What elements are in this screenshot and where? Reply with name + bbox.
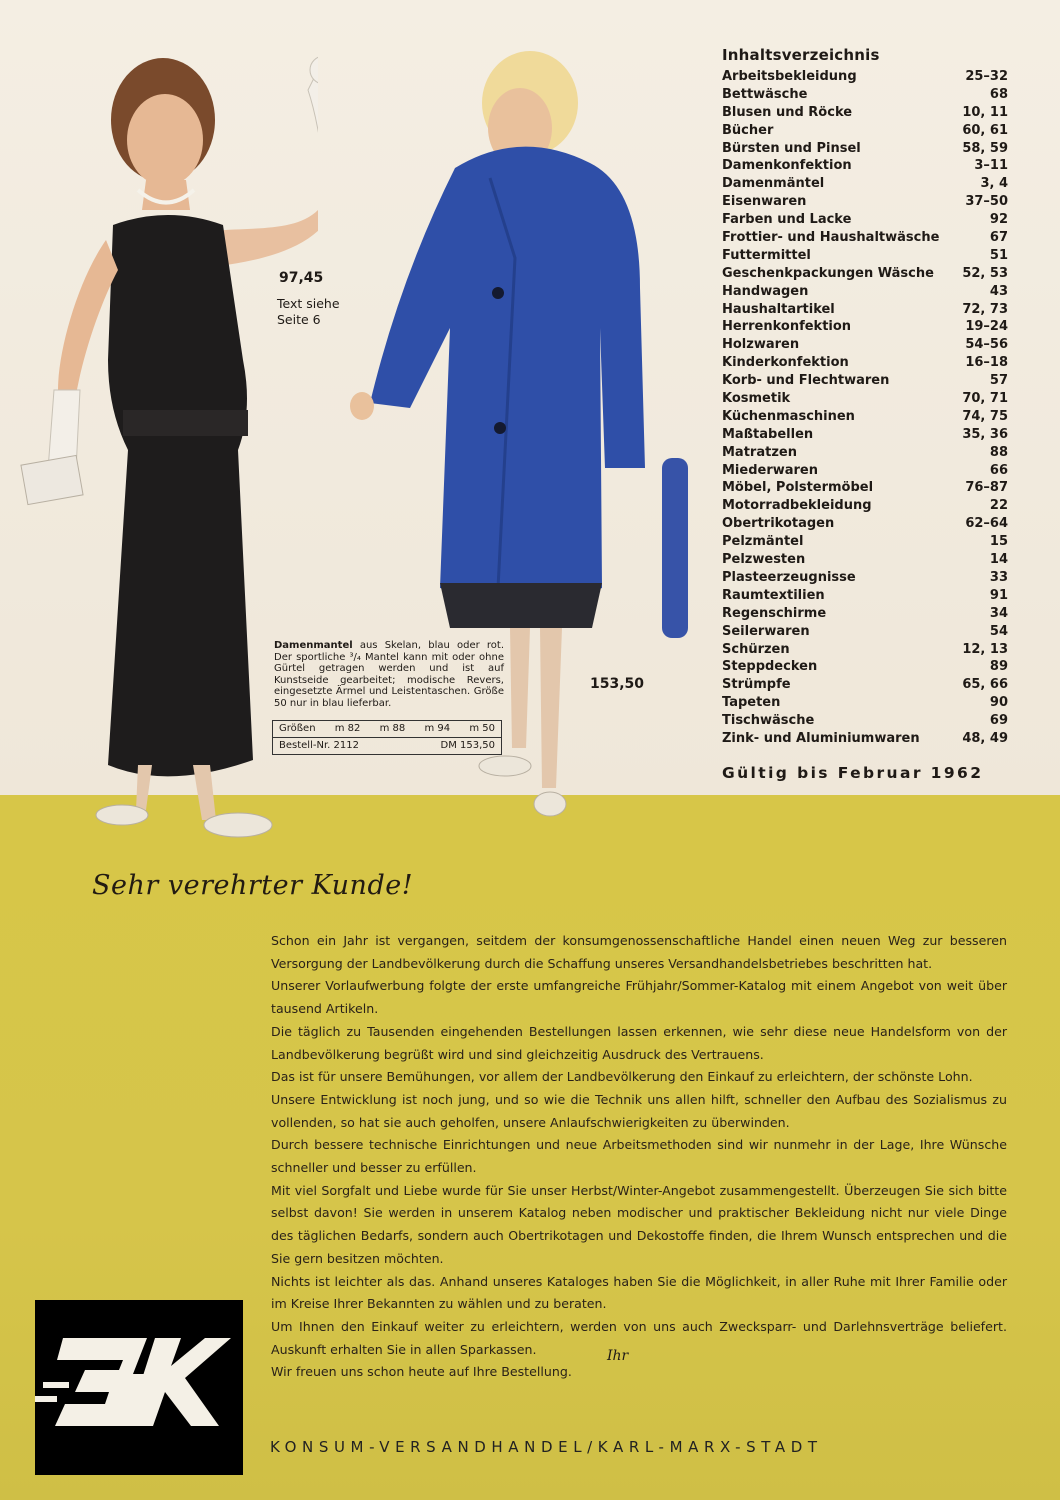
- table-of-contents: [722, 46, 1008, 748]
- toc-row: [722, 390, 1008, 408]
- toc-row: [722, 641, 1008, 659]
- letter-paragraph: Wir freuen uns schon heute auf Ihre Bestellung.: [271, 1364, 572, 1380]
- toc-row: [722, 533, 1008, 551]
- toc-label: Bücher: [722, 122, 774, 138]
- toc-label: Haushaltartikel: [722, 301, 835, 317]
- toc-pages: 3–11: [974, 158, 1008, 174]
- toc-label: Küchenmaschinen: [722, 408, 855, 424]
- toc-pages: 43: [989, 283, 1008, 299]
- toc-list: [722, 68, 1008, 748]
- toc-label: Frottier- und Haushaltwäsche: [722, 230, 940, 246]
- toc-pages: 89: [989, 659, 1008, 675]
- letter-paragraph: Das ist für unsere Bemühungen, vor allem der Landbevölkerung den Einkauf zu erleichtern, der schönste Lohn.: [271, 1069, 973, 1085]
- toc-label: Motorradbekleidung: [722, 498, 872, 514]
- letter-paragraph: Durch bessere technische Einrichtungen und neue Arbeitsmethoden sind wir nunmehr in der Lage, Ihre Wünsche schneller und besser zu erfüllen.: [271, 1137, 1007, 1176]
- toc-row: [722, 86, 1008, 104]
- letter-salutation: Sehr verehrter Kunde!: [92, 870, 414, 901]
- letter-paragraph: Schon ein Jahr ist vergangen, seitdem der konsumgenossenschaftliche Handel einen neuen Weg zur besseren Versorgung der Landbevölkerung durch die Schaffung unseres Versandhandelsbetriebes beschritten hat.: [271, 933, 1007, 971]
- toc-pages: 92: [989, 212, 1008, 228]
- coat-price: 153,50: [590, 676, 645, 692]
- toc-label: Kinderkonfektion: [722, 355, 849, 371]
- toc-label: Steppdecken: [722, 659, 818, 675]
- toc-row: [722, 408, 1008, 426]
- letter-paragraph: Nichts ist leichter als das. Anhand unseres Kataloges haben Sie die Möglichkeit, in aller Ruhe mit Ihrer Familie oder im Kreise Ihrer Bekannten zu wählen und zu beraten.: [271, 1273, 1007, 1312]
- dress-note-line2: Seite 6: [277, 312, 321, 327]
- order-row: [273, 737, 501, 754]
- letter-paragraph: Die täglich zu Tausenden eingehenden Bestellungen lassen erkennen, wie sehr diese neue Handelsform von der Landbevölkerung begrüßt wird und sind gleichzeitig Ausdruck des Vertrauens.: [271, 1023, 1007, 1062]
- toc-label: Damenkonfektion: [722, 158, 852, 174]
- toc-pages: 33: [989, 569, 1008, 585]
- toc-row: [722, 462, 1008, 480]
- toc-pages: 58, 59: [962, 140, 1008, 156]
- toc-pages: 70, 71: [962, 391, 1008, 407]
- letter-body: [271, 930, 1007, 1384]
- toc-pages: 35, 36: [962, 426, 1008, 442]
- toc-pages: 25–32: [965, 69, 1008, 84]
- toc-row: [722, 247, 1008, 265]
- toc-label: Tischwäsche: [722, 713, 815, 729]
- toc-pages: 91: [989, 587, 1008, 603]
- toc-label: Pelzmäntel: [722, 534, 804, 550]
- toc-row: [722, 497, 1008, 515]
- toc-pages: 88: [989, 444, 1008, 460]
- toc-pages: 62–64: [965, 516, 1008, 532]
- toc-pages: 51: [989, 247, 1008, 263]
- toc-label: Damenmäntel: [722, 176, 825, 192]
- size-value: m 82: [334, 723, 361, 734]
- toc-label: Zink- und Aluminiumwaren: [722, 730, 920, 746]
- toc-row: [722, 122, 1008, 140]
- toc-row: [722, 587, 1008, 605]
- toc-title: Inhaltsverzeichnis: [722, 46, 880, 64]
- toc-pages: 34: [989, 605, 1008, 621]
- toc-pages: 15: [989, 534, 1008, 550]
- toc-row: [722, 426, 1008, 444]
- coat-size-table: [272, 720, 502, 755]
- sizes-label: Größen: [279, 723, 316, 734]
- dress-note: [277, 296, 340, 328]
- toc-pages: 19–24: [965, 319, 1008, 335]
- coat-description-title: Damenmantel: [274, 640, 353, 651]
- letter-paragraph: Unsere Entwicklung ist noch jung, und so wie die Technik uns allen hilft, schneller den Aufbau des Sozialismus zu vollenden, so hat sie auch geholfen, unsere Anlaufschwierigkeiten zu überwinden.: [271, 1091, 1007, 1130]
- toc-label: Handwagen: [722, 283, 809, 299]
- toc-label: Farben und Lacke: [722, 212, 852, 228]
- toc-row: [722, 193, 1008, 211]
- toc-pages: 12, 13: [962, 641, 1008, 657]
- size-row: [273, 721, 501, 737]
- toc-pages: 69: [989, 713, 1008, 729]
- toc-pages: 16–18: [965, 355, 1008, 371]
- toc-pages: 90: [989, 695, 1008, 711]
- toc-pages: 14: [989, 552, 1008, 568]
- toc-row: [722, 211, 1008, 229]
- toc-row: [722, 229, 1008, 247]
- size-value: m 88: [379, 723, 406, 734]
- size-value: m 94: [424, 723, 451, 734]
- toc-label: Korb- und Flechtwaren: [722, 373, 890, 389]
- toc-pages: 72, 73: [962, 301, 1008, 317]
- toc-label: Miederwaren: [722, 462, 819, 478]
- toc-pages: 52, 53: [962, 265, 1008, 281]
- letter-paragraph: Unserer Vorlaufwerbung folgte der erste umfangreiche Frühjahr/Sommer-Katalog mit einem Angebot von weit über tausend Artikeln.: [271, 978, 1007, 1017]
- toc-row: [722, 658, 1008, 676]
- toc-pages: 76–87: [965, 480, 1008, 496]
- toc-label: Eisenwaren: [722, 194, 807, 210]
- toc-label: Pelzwesten: [722, 552, 806, 568]
- toc-label: Futtermittel: [722, 247, 811, 263]
- toc-label: Bürsten und Pinsel: [722, 140, 861, 156]
- toc-label: Raumtextilien: [722, 587, 825, 603]
- toc-pages: 37–50: [965, 194, 1008, 210]
- toc-label: Holzwaren: [722, 337, 800, 353]
- toc-label: Herrenkonfektion: [722, 319, 852, 335]
- toc-label: Obertrikotagen: [722, 516, 835, 532]
- toc-label: Möbel, Polstermöbel: [722, 480, 874, 496]
- toc-pages: 10, 11: [962, 104, 1008, 120]
- toc-row: [722, 157, 1008, 175]
- toc-pages: 60, 61: [962, 122, 1008, 138]
- toc-row: [722, 730, 1008, 748]
- toc-row: [722, 68, 1008, 86]
- validity-note: Gültig bis Februar 1962: [722, 764, 984, 782]
- toc-row: [722, 372, 1008, 390]
- toc-pages: 54–56: [965, 337, 1008, 353]
- toc-pages: 66: [989, 462, 1008, 478]
- toc-row: [722, 676, 1008, 694]
- toc-label: Kosmetik: [722, 391, 791, 407]
- toc-row: [722, 569, 1008, 587]
- toc-pages: 54: [989, 623, 1008, 639]
- toc-label: Geschenkpackungen Wäsche: [722, 265, 934, 281]
- toc-row: [722, 551, 1008, 569]
- toc-row: [722, 712, 1008, 730]
- toc-pages: 48, 49: [962, 730, 1008, 746]
- toc-row: [722, 605, 1008, 623]
- toc-pages: 22: [989, 498, 1008, 514]
- footer-company: KONSUM-VERSANDHANDEL/KARL-MARX-STADT: [270, 1438, 823, 1456]
- toc-row: [722, 479, 1008, 497]
- toc-label: Regenschirme: [722, 605, 827, 621]
- size-value: m 50: [469, 723, 495, 734]
- toc-label: Maßtabellen: [722, 426, 814, 442]
- toc-row: [722, 283, 1008, 301]
- konsum-logo: [35, 1300, 243, 1475]
- toc-row: [722, 336, 1008, 354]
- toc-pages: 65, 66: [962, 677, 1008, 693]
- toc-row: [722, 104, 1008, 122]
- toc-label: Seilerwaren: [722, 623, 810, 639]
- toc-row: [722, 444, 1008, 462]
- toc-row: [722, 515, 1008, 533]
- toc-row: [722, 175, 1008, 193]
- letter-paragraph: Um Ihnen den Einkauf weiter zu erleichtern, werden von uns auch Zwecksparr- und Darlehnsverträge beliefert. Auskunft erhalten Sie in allen Sparkassen.: [271, 1318, 1007, 1357]
- dress-price: 97,45: [279, 270, 324, 286]
- toc-label: Strümpfe: [722, 677, 791, 693]
- toc-pages: 67: [989, 230, 1008, 246]
- coat-description: [274, 640, 504, 710]
- order-number: Bestell-Nr. 2112: [279, 740, 359, 751]
- toc-pages: 68: [989, 86, 1008, 102]
- toc-label: Plasteerzeugnisse: [722, 569, 856, 585]
- toc-row: [722, 318, 1008, 336]
- toc-row: [722, 301, 1008, 319]
- dress-note-line1: Text siehe: [277, 296, 340, 311]
- coat-description-text: aus Skelan, blau oder rot. Der sportliche ³/₄ Mantel kann mit oder ohne Gürtel getragen werden und ist auf Kunstseide gearbeitet; modische Revers, eingesetzte Ärmel und Leistentaschen. Größe 50 nur in blau lieferbar.: [274, 640, 504, 709]
- toc-row: [722, 623, 1008, 641]
- letter-paragraph: Mit viel Sorgfalt und Liebe wurde für Sie unser Herbst/Winter-Angebot zusammengestellt. Überzeugen Sie sich bitte selbst davon! Sie werden in unserem Katalog neben modischer und praktischer Bekleidung nicht nur viele Dinge des täglichen Bedarfs, sondern auch Obertrikotagen und Dekostoffe finden, die Ihrem Wunsch entsprechen und die Sie gern besitzen möchten.: [271, 1182, 1007, 1266]
- toc-pages: 74, 75: [962, 408, 1008, 424]
- toc-pages: 3, 4: [980, 176, 1008, 192]
- order-price: DM 153,50: [440, 740, 495, 751]
- toc-label: Schürzen: [722, 641, 790, 657]
- toc-row: [722, 265, 1008, 283]
- letter-signature: Ihr: [607, 1348, 629, 1364]
- toc-row: [722, 140, 1008, 158]
- toc-row: [722, 354, 1008, 372]
- toc-label: Arbeitsbekleidung: [722, 69, 857, 84]
- toc-label: Matratzen: [722, 444, 797, 460]
- toc-label: Tapeten: [722, 695, 781, 711]
- toc-label: Blusen und Röcke: [722, 104, 853, 120]
- konsum-logo-mark: [35, 1300, 243, 1475]
- toc-pages: 57: [989, 373, 1008, 389]
- toc-label: Bettwäsche: [722, 86, 808, 102]
- toc-row: [722, 694, 1008, 712]
